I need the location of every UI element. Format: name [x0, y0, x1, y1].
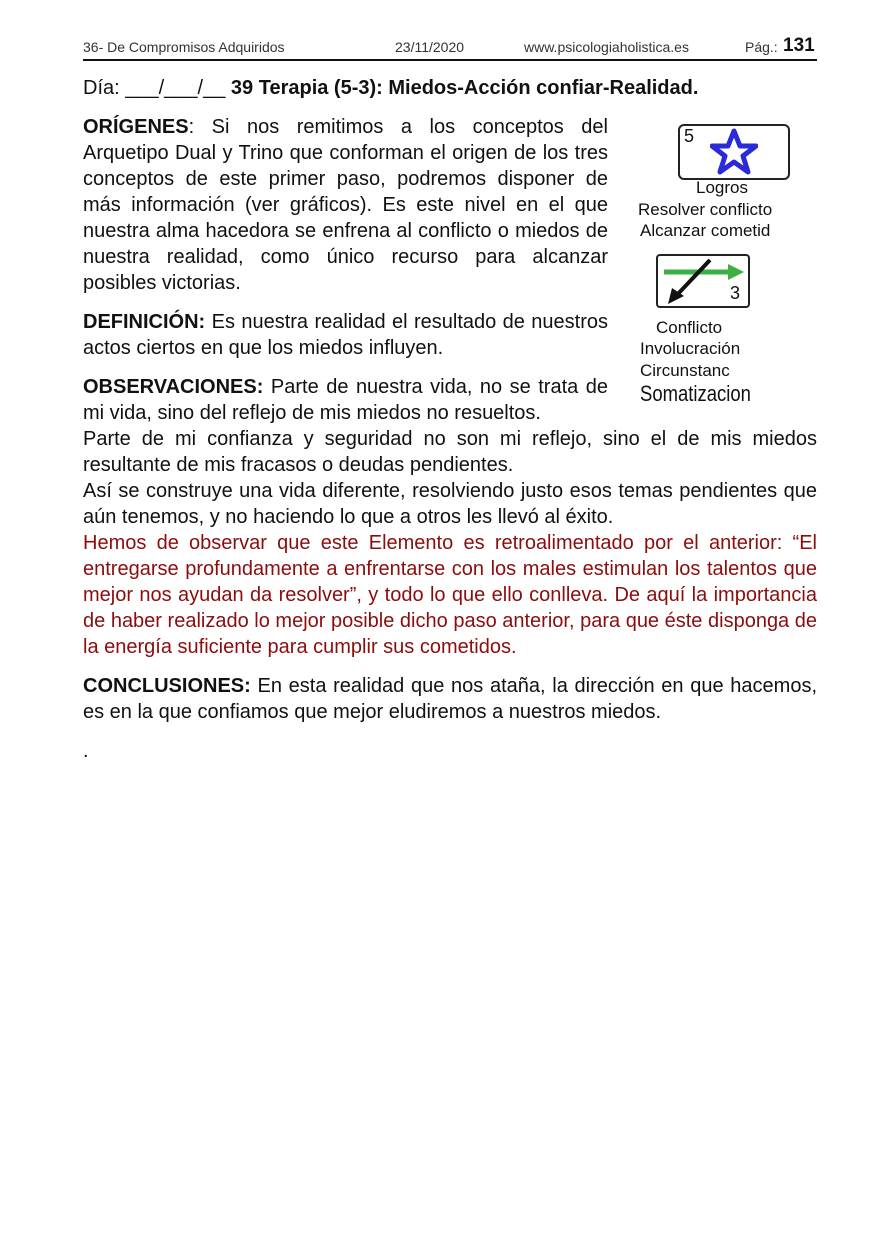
document-body	[83, 114, 817, 764]
conclusiones-paragraph	[83, 673, 817, 725]
box-three-number: 3	[729, 283, 740, 303]
title-date-prefix: Día: ___/___/__	[83, 77, 226, 99]
origenes-label: ORÍGENES	[83, 116, 189, 138]
caption-resolver-conflicto: Resolver conflicto	[638, 200, 773, 219]
header-page-label: Pág.:	[745, 39, 778, 55]
observaciones-paragraph	[83, 374, 608, 426]
confianza-paragraph: Parte de mi confianza y seguridad no son mi reflejo, sino el de mis miedos resultante de mis fracasos o deudas pendientes.	[83, 428, 817, 476]
header-date: 23/11/2020	[395, 39, 465, 55]
caption-circunstanc: Circunstanc	[640, 361, 730, 380]
definicion-paragraph	[83, 309, 608, 361]
caption-conflicto: Conflicto	[656, 318, 723, 337]
header-website: www.psicologiaholistica.es	[524, 39, 689, 55]
origenes-text: : Si nos remitimos a los conceptos del Arquetipo Dual y Trino que conforman el origen de los tres conceptos de este primer paso, podremos disponer de más información (ver gráficos). Es este nivel en el que nuestra alma hacedora se enfrena al conflicto o miedos de nuestra realidad, como único recurso para alcanzar posibles victorias.	[83, 116, 608, 294]
final-mark: .	[83, 740, 89, 762]
definicion-label: DEFINICIÓN:	[83, 311, 206, 333]
caption-involucracion: Involucración	[640, 339, 741, 358]
conclusiones-text: En esta realidad que nos ataña, la dirección en que hacemos, es en la que confiamos que mejor eludiremos a nuestros miedos.	[83, 675, 817, 723]
origenes-paragraph	[83, 114, 608, 296]
definicion-text: Es nuestra realidad el resultado de nuestros actos ciertos en que los miedos influyen.	[83, 311, 608, 359]
conclusiones-label: CONCLUSIONES:	[83, 675, 251, 697]
page-header	[83, 37, 817, 61]
header-page-number: 131	[783, 35, 815, 56]
retroalimentado-paragraph: Hemos de observar que este Elemento es retroalimentado por el anterior: “El entregarse profundamente a enfrentarse con los males estimulan los talentos que mejor nos ayudan da resolver”, y todo lo que ello conlleva. De aquí la importancia de haber realizado lo mejor posible dicho paso anterior, para que éste disponga de la energía suficiente para cumplir sus cometidos.	[83, 532, 817, 658]
caption-somatizacion: Somatizacion	[640, 381, 751, 406]
observaciones-label: OBSERVACIONES:	[83, 376, 264, 398]
header-document-title: 36- De Compromisos Adquiridos	[83, 39, 285, 55]
caption-alcanzar-cometid: Alcanzar cometid	[640, 221, 771, 240]
asi-paragraph: Así se construye una vida diferente, resolviendo justo esos temas pendientes que aún tenemos, y no haciendo lo que a otros les llevó al éxito.	[83, 480, 817, 528]
observaciones-text: Parte de nuestra vida, no se trata de mi vida, sino del reflejo de mis miedos no resueltos.	[83, 376, 608, 424]
box-five-number: 5	[684, 126, 695, 146]
page-title	[83, 76, 817, 100]
caption-logros: Logros	[696, 178, 748, 197]
title-heading: 39 Terapia (5-3): Miedos-Acción confiar-Realidad.	[230, 77, 699, 99]
